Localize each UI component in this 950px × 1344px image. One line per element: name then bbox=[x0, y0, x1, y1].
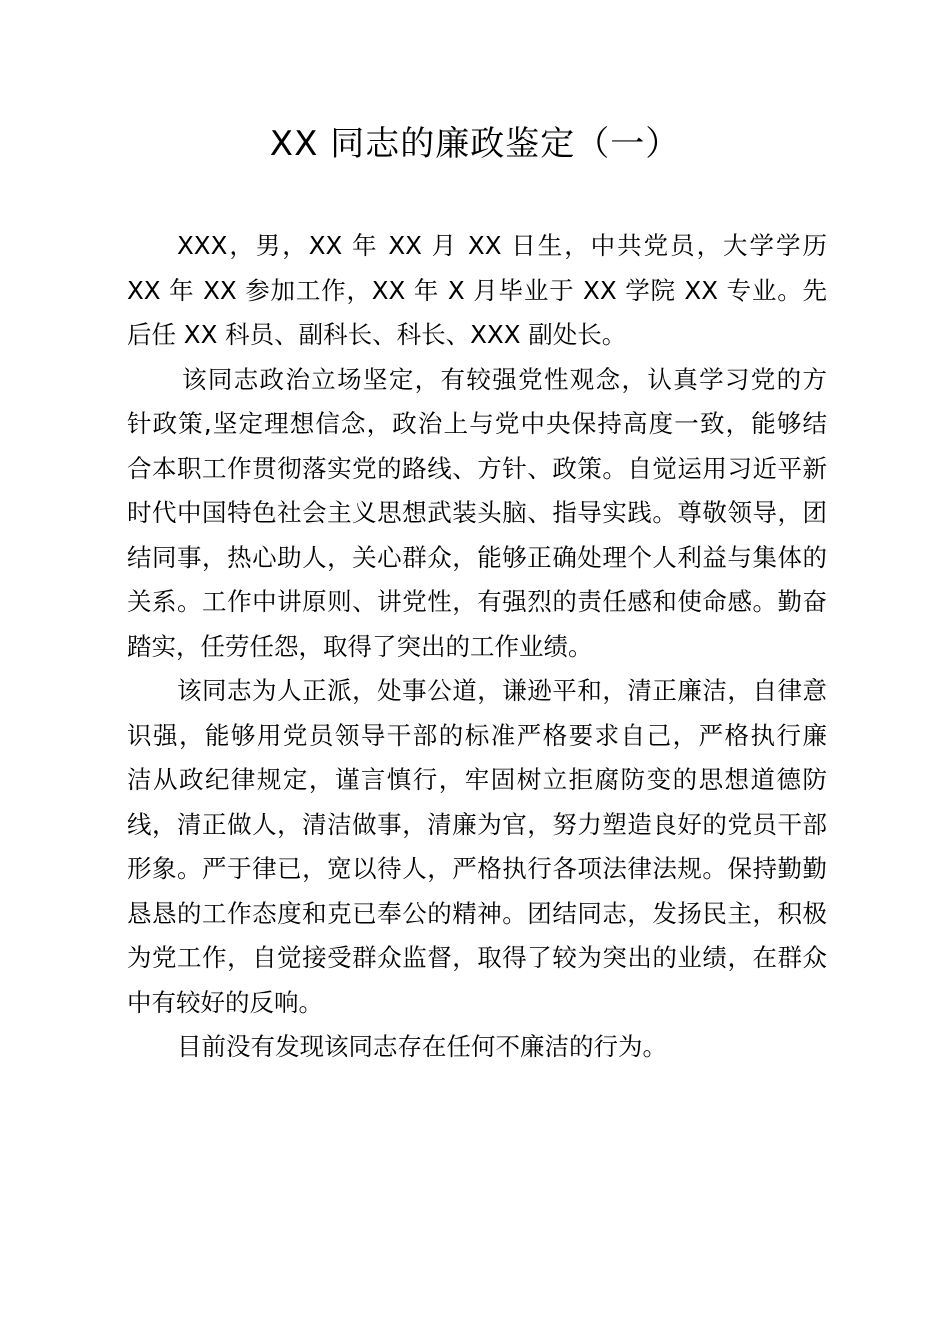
text-line: 踏实，任劳任怨，取得了突出的工作业绩。 bbox=[127, 631, 593, 661]
text-line: 关系。工作中讲原则、讲党性，有强烈的责任感和使命感。勤奋 bbox=[127, 587, 827, 616]
paragraph-conclusion bbox=[127, 1025, 827, 1070]
paragraph-political-stance bbox=[127, 358, 827, 670]
text-line: 中有较好的反响。 bbox=[127, 987, 323, 1017]
text-line: XXX，男，XX 年 XX 月 XX 日生，中共党员，大学学历 bbox=[177, 231, 827, 260]
text-line: 为党工作，自觉接受群众监督，取得了较为突出的业绩，在群众 bbox=[127, 943, 827, 972]
text-line: XX 年 XX 参加工作，XX 年 X 月毕业于 XX 学院 XX 专业。先 bbox=[127, 275, 827, 305]
text-line: 时代中国特色社会主义思想武装头脑、指导实践。尊敬领导，团 bbox=[127, 498, 827, 527]
text-line: 结同事，热心助人，关心群众，能够正确处理个人利益与集体的 bbox=[127, 542, 827, 572]
text-line: 恳恳的工作态度和克已奉公的精神。团结同志，发扬民主，积极 bbox=[127, 898, 827, 928]
document-body bbox=[127, 224, 827, 1070]
text-line: 后任 XX 科员、副科长、科长、XXX 副处长。 bbox=[127, 320, 627, 349]
document-title: XX 同志的廉政鉴定（一） bbox=[269, 124, 681, 164]
text-line: 目前没有发现该同志存在任何不廉洁的行为。 bbox=[177, 1032, 667, 1061]
text-line: 形象。严于律已，宽以待人，严格执行各项法律法规。保持勤勤 bbox=[127, 854, 827, 883]
text-line: 识强，能够用党员领导干部的标准严格要求自己，严格执行廉 bbox=[127, 720, 827, 750]
text-line: 针政策,坚定理想信念，政治上与党中央保持高度一致，能够结 bbox=[127, 409, 827, 438]
text-line: 该同志为人正派，处事公道，谦逊平和，清正廉洁，自律意 bbox=[177, 676, 827, 705]
text-line: 合本职工作贯彻落实党的路线、方针、政策。自觉运用习近平新 bbox=[127, 453, 827, 483]
text-line: 该同志政治立场坚定，有较强党性观念，认真学习党的方 bbox=[182, 364, 827, 394]
paragraph-integrity bbox=[127, 669, 827, 1025]
paragraph-personal-info bbox=[127, 224, 827, 358]
text-line: 线，清正做人，清洁做事，清廉为官，努力塑造良好的党员干部 bbox=[127, 809, 827, 839]
text-line: 洁从政纪律规定，谨言慎行，牢固树立拒腐防变的思想道德防 bbox=[127, 765, 827, 794]
